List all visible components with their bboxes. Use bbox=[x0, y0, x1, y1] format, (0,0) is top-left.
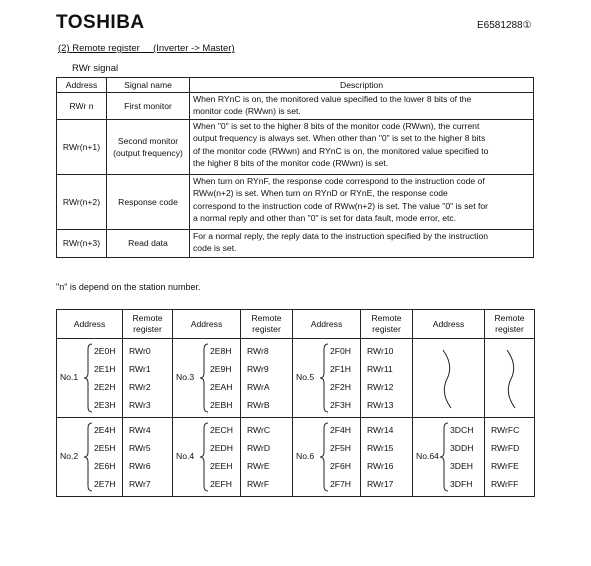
register-value: RWr0 bbox=[129, 346, 151, 356]
left-brace-icon bbox=[439, 422, 449, 492]
header-address: Address bbox=[57, 78, 107, 93]
address-list bbox=[210, 342, 232, 414]
header-register-line: register bbox=[495, 324, 524, 334]
signal-name-line: Response code bbox=[118, 196, 178, 207]
station-register-cell bbox=[361, 418, 413, 497]
register-value: RWr8 bbox=[247, 346, 269, 356]
header-register-line: register bbox=[372, 324, 401, 334]
address-table bbox=[56, 309, 535, 497]
signal-name-line: Second monitor bbox=[117, 135, 179, 146]
address-list bbox=[210, 421, 233, 493]
register-list bbox=[367, 342, 393, 414]
signal-row bbox=[57, 120, 534, 175]
document-number: E6581288① bbox=[477, 20, 532, 31]
address-value: 2F7H bbox=[330, 479, 352, 489]
signal-description bbox=[190, 175, 534, 230]
register-value: RWrFD bbox=[491, 443, 520, 453]
register-value: RWr5 bbox=[129, 443, 151, 453]
address-value: 3DFH bbox=[450, 479, 473, 489]
header-address: Address bbox=[173, 310, 241, 339]
header-signal-name: Signal name bbox=[107, 78, 190, 93]
header-address: Address bbox=[57, 310, 123, 339]
station-address-cell bbox=[413, 339, 485, 418]
register-value: RWr7 bbox=[129, 479, 151, 489]
address-value: 2E6H bbox=[94, 461, 116, 471]
address-value: 2F4H bbox=[330, 425, 352, 435]
header-register-line: register bbox=[133, 324, 162, 334]
description-line: the higher 8 bits of the monitor code (RWwn) is set. bbox=[193, 158, 389, 169]
register-value: RWrF bbox=[247, 479, 270, 489]
register-value: RWr10 bbox=[367, 346, 394, 356]
header-remote-register bbox=[123, 310, 173, 339]
register-list bbox=[491, 421, 519, 493]
register-value: RWr12 bbox=[367, 382, 394, 392]
register-value: RWrFF bbox=[491, 479, 519, 489]
address-list bbox=[94, 421, 116, 493]
station-address-cell bbox=[173, 418, 241, 497]
address-value: 2EBH bbox=[210, 400, 233, 410]
station-address-cell bbox=[173, 339, 241, 418]
station-register-cell bbox=[241, 339, 293, 418]
address-value: 2F6H bbox=[330, 461, 352, 471]
register-list bbox=[367, 421, 393, 493]
address-value: 2EFH bbox=[210, 479, 232, 489]
station-register-cell bbox=[123, 418, 173, 497]
subsection-title: RWr signal bbox=[72, 63, 119, 74]
register-value: RWr17 bbox=[367, 479, 394, 489]
signal-name bbox=[107, 230, 190, 258]
register-value: RWr14 bbox=[367, 425, 394, 435]
wavy-omission-icon bbox=[501, 349, 521, 409]
wavy-omission-icon bbox=[437, 349, 457, 409]
register-value: RWr1 bbox=[129, 364, 151, 374]
header-remote-line: Remote bbox=[251, 313, 282, 323]
station-number: No.2 bbox=[60, 451, 79, 461]
station-address-cell bbox=[57, 418, 123, 497]
station-register-cell bbox=[123, 339, 173, 418]
left-brace-icon bbox=[319, 422, 329, 492]
station-number: No.6 bbox=[296, 451, 315, 461]
header-remote-line: Remote bbox=[132, 313, 163, 323]
address-value: 2F1H bbox=[330, 364, 352, 374]
left-brace-icon bbox=[199, 343, 209, 413]
register-value: RWr2 bbox=[129, 382, 151, 392]
address-value: 2EDH bbox=[210, 443, 233, 453]
header-remote-register bbox=[241, 310, 293, 339]
address-value: 2F2H bbox=[330, 382, 352, 392]
signal-address: RWr n bbox=[57, 93, 107, 120]
station-address-cell bbox=[293, 418, 361, 497]
address-list bbox=[94, 342, 116, 414]
address-list bbox=[330, 421, 351, 493]
register-list bbox=[129, 421, 151, 493]
register-value: RWrC bbox=[247, 425, 271, 435]
station-note: "n" is depend on the station number. bbox=[56, 282, 201, 292]
toshiba-logo: TOSHIBA bbox=[56, 12, 145, 33]
station-register-cell bbox=[485, 339, 535, 418]
address-value: 3DEH bbox=[450, 461, 473, 471]
signal-description bbox=[190, 120, 534, 175]
left-brace-icon bbox=[319, 343, 329, 413]
address-value: 2E2H bbox=[94, 382, 116, 392]
register-value: RWrB bbox=[247, 400, 270, 410]
signal-name-line: Read data bbox=[128, 238, 168, 249]
register-value: RWrA bbox=[247, 382, 270, 392]
register-list bbox=[247, 421, 270, 493]
signal-description bbox=[190, 93, 534, 120]
station-number: No.5 bbox=[296, 372, 315, 382]
station-number: No.1 bbox=[60, 372, 79, 382]
left-brace-icon bbox=[83, 343, 93, 413]
station-address-cell bbox=[57, 339, 123, 418]
register-value: RWrFC bbox=[491, 425, 520, 435]
description-line: output frequency is always set. When other than "0" is set to the higher 8 bits bbox=[193, 133, 486, 144]
register-list bbox=[129, 342, 151, 414]
description-line: of the monitor code (RWwn) and RYnC is on, the monitored value specified to bbox=[193, 145, 489, 156]
address-value: 2EAH bbox=[210, 382, 233, 392]
address-list bbox=[330, 342, 351, 414]
left-brace-icon bbox=[199, 422, 209, 492]
header-address: Address bbox=[413, 310, 485, 339]
left-brace-icon bbox=[83, 422, 93, 492]
address-value: 2E4H bbox=[94, 425, 116, 435]
address-value: 2E1H bbox=[94, 364, 116, 374]
register-value: RWr15 bbox=[367, 443, 394, 453]
station-register-cell bbox=[241, 418, 293, 497]
address-value: 2F3H bbox=[330, 400, 352, 410]
address-value: 2F0H bbox=[330, 346, 352, 356]
signal-name bbox=[107, 93, 190, 120]
register-value: RWr13 bbox=[367, 400, 394, 410]
description-line: a normal reply and other than "0" is set for data fault, mode error, etc. bbox=[193, 213, 457, 224]
station-address-cell bbox=[293, 339, 361, 418]
station-number: No.3 bbox=[176, 372, 195, 382]
section-main: Remote register bbox=[72, 43, 140, 54]
signal-name-line: First monitor bbox=[124, 100, 172, 111]
signal-table-header bbox=[57, 78, 534, 93]
description-line: correspond to the instruction code of RWw(n+2) is set. The value "0" is set for bbox=[193, 200, 489, 211]
description-line: When turn on RYnF, the response code correspond to the instruction code of bbox=[193, 176, 485, 186]
description-line: code is set. bbox=[193, 243, 237, 254]
register-value: RWr9 bbox=[247, 364, 269, 374]
signal-description bbox=[190, 230, 534, 258]
register-value: RWr11 bbox=[367, 364, 393, 374]
register-value: RWrD bbox=[247, 443, 271, 453]
station-address-cell bbox=[413, 418, 485, 497]
station-register-cell bbox=[361, 339, 413, 418]
section-title bbox=[58, 43, 235, 54]
station-register-cell bbox=[485, 418, 535, 497]
register-value: RWrE bbox=[247, 461, 270, 471]
signal-table bbox=[56, 77, 534, 258]
register-value: RWr16 bbox=[367, 461, 394, 471]
register-list bbox=[247, 342, 270, 414]
address-value: 2E8H bbox=[210, 346, 232, 356]
header-remote-register bbox=[361, 310, 413, 339]
description-line: RWw(n+2) is set. When turn on RYnD or RYnE, the response code bbox=[193, 188, 448, 199]
header-register-line: register bbox=[252, 324, 281, 334]
address-value: 2E7H bbox=[94, 479, 116, 489]
address-value: 2E9H bbox=[210, 364, 232, 374]
signal-row bbox=[57, 93, 534, 120]
station-number: No.64 bbox=[416, 451, 439, 461]
address-group-row bbox=[57, 339, 535, 418]
station-number: No.4 bbox=[176, 451, 195, 461]
signal-name bbox=[107, 120, 190, 175]
address-value: 2F5H bbox=[330, 443, 352, 453]
address-value: 2EEH bbox=[210, 461, 233, 471]
address-value: 2E5H bbox=[94, 443, 116, 453]
address-value: 2ECH bbox=[210, 425, 233, 435]
address-group-row bbox=[57, 418, 535, 497]
description-line: When RYnC is on, the monitored value specified to the lower 8 bits of the bbox=[193, 94, 472, 104]
register-value: RWrFE bbox=[491, 461, 519, 471]
signal-name-line: (output frequency) bbox=[113, 148, 183, 158]
register-value: RWr3 bbox=[129, 400, 151, 410]
description-line: When "0" is set to the higher 8 bits of the monitor code (RWwn), the current bbox=[193, 121, 480, 131]
signal-address: RWr(n+3) bbox=[57, 230, 107, 258]
signal-name bbox=[107, 175, 190, 230]
signal-address: RWr(n+2) bbox=[57, 175, 107, 230]
description-line: For a normal reply, the reply data to the instruction specified by the instruction bbox=[193, 231, 489, 241]
register-value: RWr4 bbox=[129, 425, 151, 435]
address-list bbox=[450, 421, 473, 493]
register-value: RWr6 bbox=[129, 461, 151, 471]
signal-address: RWr(n+1) bbox=[57, 120, 107, 175]
header-address: Address bbox=[293, 310, 361, 339]
header-remote-line: Remote bbox=[494, 313, 525, 323]
section-direction: (Inverter -> Master) bbox=[153, 43, 235, 54]
address-value: 2E3H bbox=[94, 400, 116, 410]
signal-row bbox=[57, 230, 534, 258]
section-prefix: (2) bbox=[58, 43, 70, 54]
description-line: monitor code (RWwn) is set. bbox=[193, 106, 301, 117]
address-value: 2E0H bbox=[94, 346, 116, 356]
address-table-header bbox=[57, 310, 535, 339]
address-value: 3DCH bbox=[450, 425, 474, 435]
signal-row bbox=[57, 175, 534, 230]
header-description: Description bbox=[190, 78, 534, 93]
header-remote-register bbox=[485, 310, 535, 339]
header-remote-line: Remote bbox=[371, 313, 402, 323]
address-value: 3DDH bbox=[450, 443, 474, 453]
